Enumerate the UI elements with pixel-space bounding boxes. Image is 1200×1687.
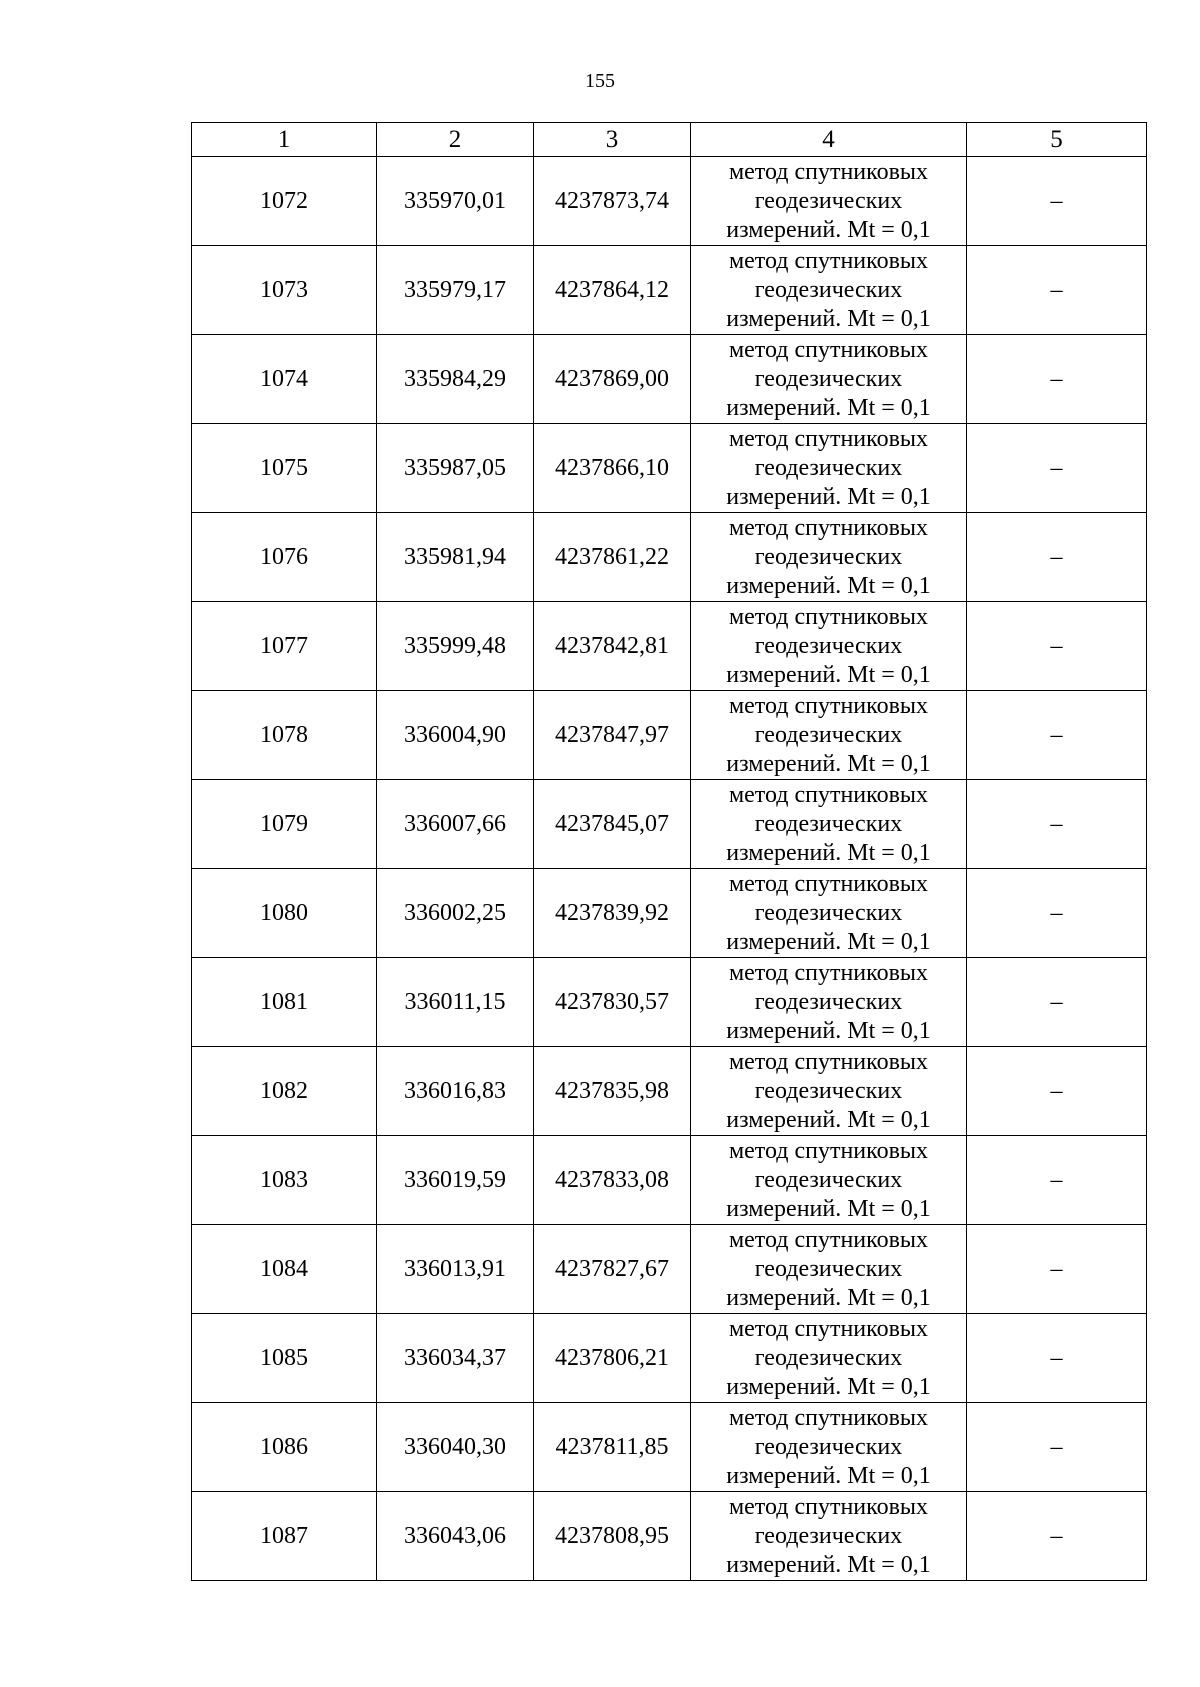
table-row — [192, 335, 1147, 424]
method-line: метод спутниковых — [728, 781, 929, 808]
method-cell — [691, 691, 967, 780]
y-coordinate-cell: 4237845,07 — [534, 780, 691, 869]
method-line: геодезических — [754, 1344, 903, 1371]
method-line: геодезических — [754, 810, 903, 837]
method-line: измерений. Mt = 0,1 — [726, 1373, 931, 1400]
method-line: измерений. Mt = 0,1 — [726, 1017, 931, 1044]
method-cell — [691, 246, 967, 335]
coordinates-table — [191, 122, 1147, 1581]
method-line: геодезических — [754, 187, 903, 214]
note-cell: – — [967, 958, 1147, 1047]
method-line: метод спутниковых — [728, 425, 929, 452]
method-cell — [691, 157, 967, 246]
point-number-cell: 1073 — [192, 246, 377, 335]
method-line: измерений. Mt = 0,1 — [726, 483, 931, 510]
method-line: измерений. Mt = 0,1 — [726, 1551, 931, 1578]
y-coordinate-cell: 4237864,12 — [534, 246, 691, 335]
method-cell — [691, 1225, 967, 1314]
method-line: измерений. Mt = 0,1 — [726, 394, 931, 421]
point-number-cell: 1077 — [192, 602, 377, 691]
point-number-cell: 1076 — [192, 513, 377, 602]
point-number-cell: 1085 — [192, 1314, 377, 1403]
table-row — [192, 246, 1147, 335]
x-coordinate-cell: 335981,94 — [377, 513, 534, 602]
table-row — [192, 513, 1147, 602]
method-cell — [691, 1136, 967, 1225]
method-line: метод спутниковых — [728, 1315, 929, 1342]
x-coordinate-cell: 336034,37 — [377, 1314, 534, 1403]
method-line: геодезических — [754, 365, 903, 392]
table-row — [192, 157, 1147, 246]
header-col-1: 1 — [192, 123, 377, 157]
method-line: геодезических — [754, 1166, 903, 1193]
method-line: измерений. Mt = 0,1 — [726, 216, 931, 243]
x-coordinate-cell: 336019,59 — [377, 1136, 534, 1225]
method-cell — [691, 335, 967, 424]
method-line: геодезических — [754, 1522, 903, 1549]
point-number-cell: 1081 — [192, 958, 377, 1047]
method-line: метод спутниковых — [728, 336, 929, 363]
y-coordinate-cell: 4237806,21 — [534, 1314, 691, 1403]
table-row — [192, 1492, 1147, 1581]
note-cell: – — [967, 869, 1147, 958]
method-line: метод спутниковых — [728, 870, 929, 897]
x-coordinate-cell: 336043,06 — [377, 1492, 534, 1581]
note-cell: – — [967, 1492, 1147, 1581]
table-row — [192, 1225, 1147, 1314]
method-line: измерений. Mt = 0,1 — [726, 661, 931, 688]
x-coordinate-cell: 335970,01 — [377, 157, 534, 246]
method-line: измерений. Mt = 0,1 — [726, 1462, 931, 1489]
method-line: измерений. Mt = 0,1 — [726, 1284, 931, 1311]
method-line: измерений. Mt = 0,1 — [726, 928, 931, 955]
method-line: метод спутниковых — [728, 1226, 929, 1253]
method-cell — [691, 602, 967, 691]
point-number-cell: 1079 — [192, 780, 377, 869]
table-header — [192, 123, 1147, 157]
point-number-cell: 1084 — [192, 1225, 377, 1314]
point-number-cell: 1074 — [192, 335, 377, 424]
header-col-4: 4 — [691, 123, 967, 157]
method-line: геодезических — [754, 1077, 903, 1104]
x-coordinate-cell: 335979,17 — [377, 246, 534, 335]
method-cell — [691, 513, 967, 602]
method-line: геодезических — [754, 454, 903, 481]
header-col-3: 3 — [534, 123, 691, 157]
x-coordinate-cell: 336004,90 — [377, 691, 534, 780]
table-row — [192, 958, 1147, 1047]
table-row — [192, 869, 1147, 958]
table-row — [192, 602, 1147, 691]
x-coordinate-cell: 336002,25 — [377, 869, 534, 958]
method-line: метод спутниковых — [728, 959, 929, 986]
method-line: геодезических — [754, 543, 903, 570]
method-line: метод спутниковых — [728, 692, 929, 719]
page-number: 155 — [585, 70, 615, 92]
method-cell — [691, 1047, 967, 1136]
method-line: метод спутниковых — [728, 603, 929, 630]
method-cell — [691, 1403, 967, 1492]
method-line: геодезических — [754, 276, 903, 303]
y-coordinate-cell: 4237839,92 — [534, 869, 691, 958]
y-coordinate-cell: 4237835,98 — [534, 1047, 691, 1136]
note-cell: – — [967, 1047, 1147, 1136]
table-row — [192, 780, 1147, 869]
point-number-cell: 1078 — [192, 691, 377, 780]
method-line: метод спутниковых — [728, 1048, 929, 1075]
point-number-cell: 1082 — [192, 1047, 377, 1136]
note-cell: – — [967, 335, 1147, 424]
y-coordinate-cell: 4237873,74 — [534, 157, 691, 246]
point-number-cell: 1080 — [192, 869, 377, 958]
method-line: измерений. Mt = 0,1 — [726, 305, 931, 332]
method-cell — [691, 1492, 967, 1581]
y-coordinate-cell: 4237827,67 — [534, 1225, 691, 1314]
table-row — [192, 1403, 1147, 1492]
note-cell: – — [967, 157, 1147, 246]
method-line: метод спутниковых — [728, 158, 929, 185]
y-coordinate-cell: 4237866,10 — [534, 424, 691, 513]
method-line: измерений. Mt = 0,1 — [726, 750, 931, 777]
method-line: метод спутниковых — [728, 1137, 929, 1164]
method-line: метод спутниковых — [728, 247, 929, 274]
header-row — [192, 123, 1147, 157]
note-cell: – — [967, 1314, 1147, 1403]
method-cell — [691, 1314, 967, 1403]
method-cell — [691, 780, 967, 869]
point-number-cell: 1072 — [192, 157, 377, 246]
note-cell: – — [967, 1403, 1147, 1492]
table-row — [192, 691, 1147, 780]
method-line: измерений. Mt = 0,1 — [726, 1106, 931, 1133]
method-line: геодезических — [754, 721, 903, 748]
point-number-cell: 1087 — [192, 1492, 377, 1581]
method-line: измерений. Mt = 0,1 — [726, 839, 931, 866]
x-coordinate-cell: 336016,83 — [377, 1047, 534, 1136]
table-row — [192, 424, 1147, 513]
y-coordinate-cell: 4237869,00 — [534, 335, 691, 424]
note-cell: – — [967, 602, 1147, 691]
note-cell: – — [967, 691, 1147, 780]
y-coordinate-cell: 4237842,81 — [534, 602, 691, 691]
method-line: метод спутниковых — [728, 1493, 929, 1520]
note-cell: – — [967, 513, 1147, 602]
y-coordinate-cell: 4237833,08 — [534, 1136, 691, 1225]
method-line: измерений. Mt = 0,1 — [726, 1195, 931, 1222]
method-line: метод спутниковых — [728, 514, 929, 541]
x-coordinate-cell: 336011,15 — [377, 958, 534, 1047]
method-cell — [691, 869, 967, 958]
method-cell — [691, 958, 967, 1047]
note-cell: – — [967, 1136, 1147, 1225]
y-coordinate-cell: 4237830,57 — [534, 958, 691, 1047]
method-line: метод спутниковых — [728, 1404, 929, 1431]
note-cell: – — [967, 1225, 1147, 1314]
x-coordinate-cell: 335987,05 — [377, 424, 534, 513]
method-cell — [691, 424, 967, 513]
table-row — [192, 1136, 1147, 1225]
method-line: геодезических — [754, 632, 903, 659]
note-cell: – — [967, 424, 1147, 513]
y-coordinate-cell: 4237808,95 — [534, 1492, 691, 1581]
y-coordinate-cell: 4237811,85 — [534, 1403, 691, 1492]
method-line: измерений. Mt = 0,1 — [726, 572, 931, 599]
y-coordinate-cell: 4237861,22 — [534, 513, 691, 602]
x-coordinate-cell: 336040,30 — [377, 1403, 534, 1492]
note-cell: – — [967, 780, 1147, 869]
x-coordinate-cell: 336013,91 — [377, 1225, 534, 1314]
header-col-2: 2 — [377, 123, 534, 157]
table-row — [192, 1047, 1147, 1136]
x-coordinate-cell: 335984,29 — [377, 335, 534, 424]
method-line: геодезических — [754, 988, 903, 1015]
x-coordinate-cell: 335999,48 — [377, 602, 534, 691]
table-body — [192, 157, 1147, 1581]
table-row — [192, 1314, 1147, 1403]
point-number-cell: 1075 — [192, 424, 377, 513]
x-coordinate-cell: 336007,66 — [377, 780, 534, 869]
method-line: геодезических — [754, 899, 903, 926]
method-line: геодезических — [754, 1433, 903, 1460]
header-col-5: 5 — [967, 123, 1147, 157]
point-number-cell: 1083 — [192, 1136, 377, 1225]
point-number-cell: 1086 — [192, 1403, 377, 1492]
method-line: геодезических — [754, 1255, 903, 1282]
note-cell: – — [967, 246, 1147, 335]
y-coordinate-cell: 4237847,97 — [534, 691, 691, 780]
